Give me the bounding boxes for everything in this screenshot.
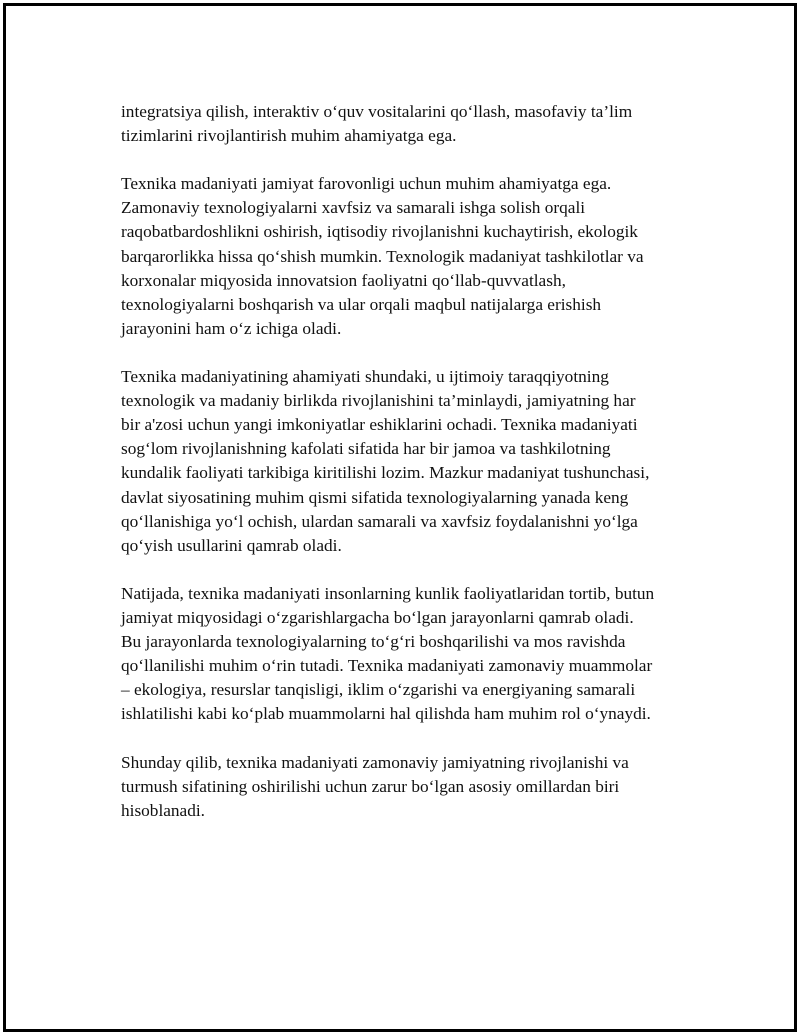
paragraph-1: integratsiya qilish, interaktiv o‘quv vositalarini qo‘llash, masofaviy ta’lim tizimlarini rivojlantirish muhim ahamiyatga ega. [121,102,633,146]
paragraph-2: Texnika madaniyati jamiyat farovonligi uchun muhim ahamiyatga ega. Zamonaviy texnologiyalarni xavfsiz va samarali ishga solish orqali raqobatbardoshlikni oshirish, iqtisodiy rivojlanishni kuchaytirish, ekologik barqarorlikka hissa qo‘shish mumkin. Texnologik madaniyat tashkilotlar va korxonalar miqyosida innovatsion faoliyatni qo‘llab-quvvatlash, texnologiyalarni boshqarish va ular orqali maqbul natijalarga erishish jarayonini ham o‘z ichiga oladi. [121,174,644,338]
paragraph-3: Texnika madaniyatining ahamiyati shundaki, u ijtimoiy taraqqiyotning texnologik va madaniy birlikda rivojlanishini ta’minlaydi, jamiyatning har bir a'zosi uchun yangi imkoniyatlar eshiklarini ochadi. Texnika madaniyati sog‘lom rivojlanishning kafolati sifatida har bir jamoa va tashkilotning kundalik faoliyati tarkibiga kiritilishi lozim. Mazkur madaniyat tushunchasi, davlat siyosatining muhim qismi sifatida texnologiyalarning yanada keng qo‘llanishiga yo‘l ochish, ulardan samarali va xavfsiz foydalanishni yo‘lga qo‘yish usullarini qamrab oladi. [121,367,650,555]
paragraph-5: Shunday qilib, texnika madaniyati zamonaviy jamiyatning rivojlanishi va turmush sifatining oshirilishi uchun zarur bo‘lgan asosiy omillardan biri hisoblanadi. [121,752,629,820]
document-body [121,100,721,847]
paragraph-4: Natijada, texnika madaniyati insonlarning kunlik faoliyatlaridan tortib, butun jamiyat miqyosidagi o‘zgarishlargacha bo‘lgan jarayonlarni qamrab oladi. Bu jarayonlarda texnologiyalarning to‘g‘ri boshqarilishi va mos ravishda qo‘llanilishi muhim o‘rin tutadi. Texnika madaniyati zamonaviy muammolar – ekologiya, resurslar tanqisligi, iklim o‘zgarishi va energiyaning samarali ishlatilishi kabi ko‘plab muammolarni hal qilishda ham muhim rol o‘ynaydi. [121,583,655,724]
page-frame [3,3,797,1032]
